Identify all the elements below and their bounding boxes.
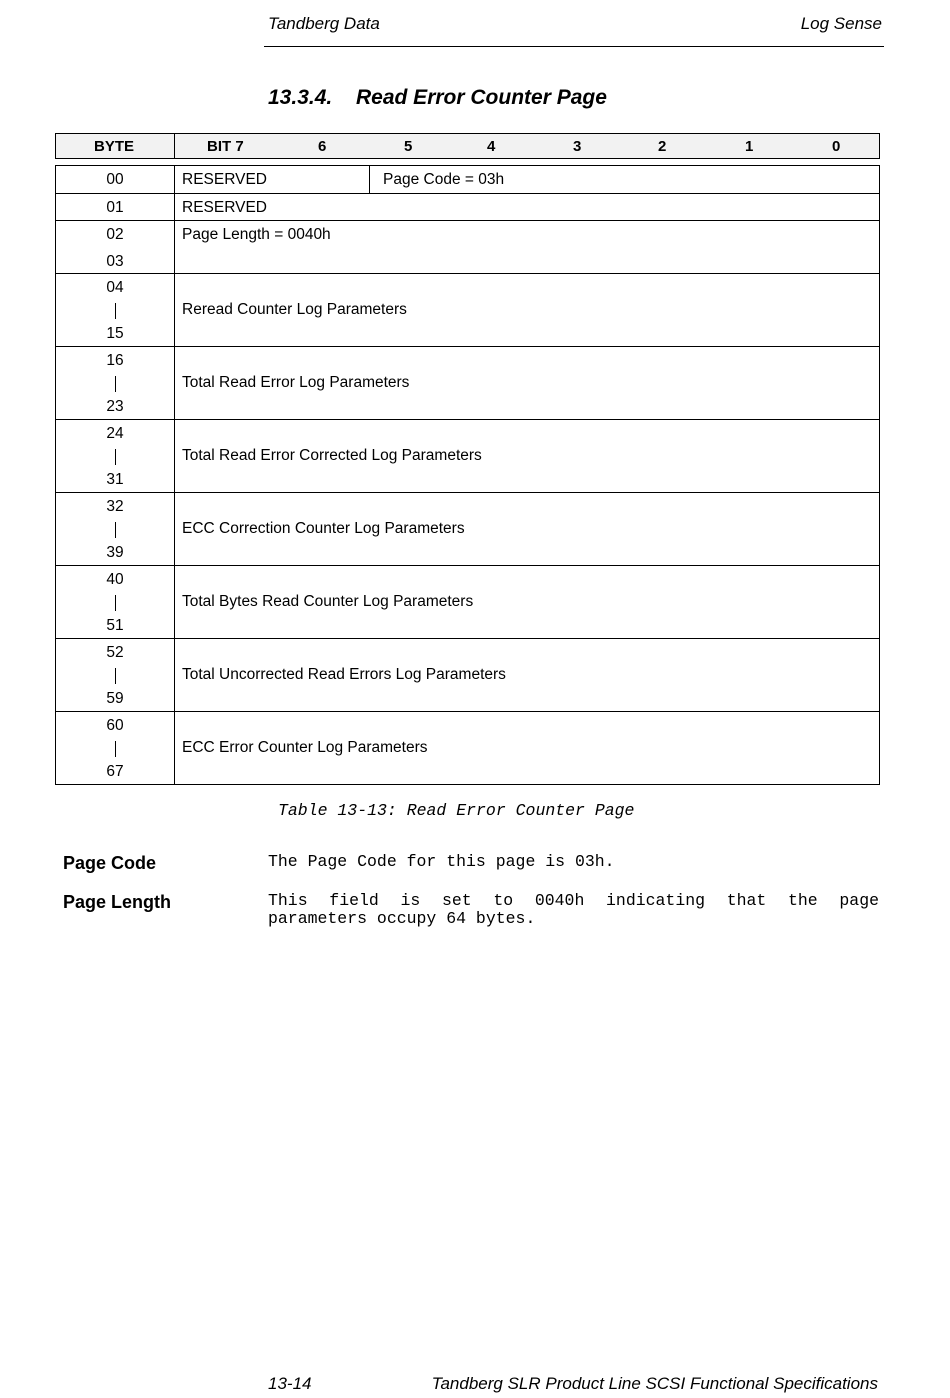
- bit-3-header: 3: [573, 138, 582, 155]
- header-rule: [264, 46, 884, 47]
- byte-range-start: 32: [106, 498, 124, 515]
- bit-7-header: BIT 7: [207, 138, 244, 155]
- table-caption: Table 13-13: Read Error Counter Page: [278, 801, 635, 820]
- column-divider: [174, 134, 175, 158]
- running-header-left: Tandberg Data: [268, 14, 380, 33]
- table-row: [56, 492, 879, 565]
- table-row: [56, 638, 879, 711]
- field-reserved: RESERVED: [182, 199, 267, 216]
- bit-4-header: 4: [487, 138, 496, 155]
- section-title: Read Error Counter Page: [356, 86, 607, 109]
- range-bar: [115, 741, 116, 757]
- byte-range-cell: [56, 712, 175, 784]
- field-reserved: RESERVED: [182, 171, 267, 188]
- definition-term: Page Code: [63, 853, 157, 873]
- definition-text: The Page Code for this page is 03h.: [268, 852, 615, 871]
- byte-number: 01: [106, 199, 124, 216]
- byte-range-cell: [56, 493, 175, 565]
- running-header-right: Log Sense: [800, 14, 882, 33]
- range-bar: [115, 595, 116, 611]
- range-bar: [115, 668, 116, 684]
- range-bar: [115, 449, 116, 465]
- bit-header-row: [55, 133, 880, 159]
- definition-text: This field is set to 0040h indicating that the page parameters occupy 64 bytes.: [268, 891, 879, 928]
- field-page-code: Page Code = 03h: [369, 166, 504, 193]
- bit-5-header: 5: [404, 138, 413, 155]
- byte-range-end: 59: [106, 690, 124, 707]
- table-row: [56, 193, 879, 220]
- range-bar: [115, 376, 116, 392]
- byte-cell: [56, 166, 175, 193]
- byte-range-cell: [56, 639, 175, 711]
- byte-range-end: 67: [106, 763, 124, 780]
- table-row: [56, 273, 879, 346]
- field-parameters: ECC Error Counter Log Parameters: [182, 739, 428, 756]
- byte-range-start: 16: [106, 352, 124, 369]
- bit-6-header: 6: [318, 138, 327, 155]
- field-parameters: Total Bytes Read Counter Log Parameters: [182, 593, 474, 610]
- range-bar: [115, 522, 116, 538]
- byte-range-cell: [56, 347, 175, 419]
- byte-range-end: 23: [106, 398, 124, 415]
- byte-range-end: 39: [106, 544, 124, 561]
- field-parameters: Reread Counter Log Parameters: [182, 301, 407, 318]
- page-number: 13-14: [268, 1374, 312, 1393]
- byte-range-start: 24: [106, 425, 124, 442]
- bit-1-header: 1: [745, 138, 754, 155]
- section-number: 13.3.4.: [268, 86, 333, 109]
- section-heading: [268, 86, 607, 110]
- definition-term: Page Length: [63, 892, 172, 912]
- range-bar: [115, 303, 116, 319]
- byte-range-cell: [56, 566, 175, 638]
- bit-2-header: 2: [658, 138, 667, 155]
- byte-cell: [56, 194, 175, 220]
- table-row: [56, 220, 879, 273]
- field-parameters: ECC Correction Counter Log Parameters: [182, 520, 465, 537]
- byte-range-end: 15: [106, 325, 124, 342]
- table-row: [56, 565, 879, 638]
- byte-range-start: 04: [106, 279, 124, 296]
- document-title-footer: Tandberg SLR Product Line SCSI Functional Specifications: [431, 1374, 878, 1393]
- byte-number: 00: [106, 171, 124, 188]
- byte-range-cell: [56, 274, 175, 346]
- field-parameters: Total Read Error Corrected Log Parameters: [182, 447, 482, 464]
- table-row: [56, 166, 879, 193]
- page-format-table: [55, 165, 880, 785]
- byte-range-start: 60: [106, 717, 124, 734]
- byte-number: 03: [106, 253, 124, 270]
- field-parameters: Total Read Error Log Parameters: [182, 374, 410, 391]
- byte-range-cell: [56, 420, 175, 492]
- bit-0-header: 0: [832, 138, 841, 155]
- table-row: [56, 346, 879, 419]
- byte-number: 02: [106, 226, 124, 243]
- field-parameters: Total Uncorrected Read Errors Log Parameters: [182, 666, 506, 683]
- table-row: [56, 711, 879, 784]
- byte-range-start: 52: [106, 644, 124, 661]
- byte-cell: [56, 221, 175, 273]
- field-page-length: Page Length = 0040h: [182, 226, 331, 243]
- byte-column-header: BYTE: [94, 138, 135, 155]
- byte-range-start: 40: [106, 571, 124, 588]
- byte-range-end: 31: [106, 471, 124, 488]
- table-row: [56, 419, 879, 492]
- byte-range-end: 51: [106, 617, 124, 634]
